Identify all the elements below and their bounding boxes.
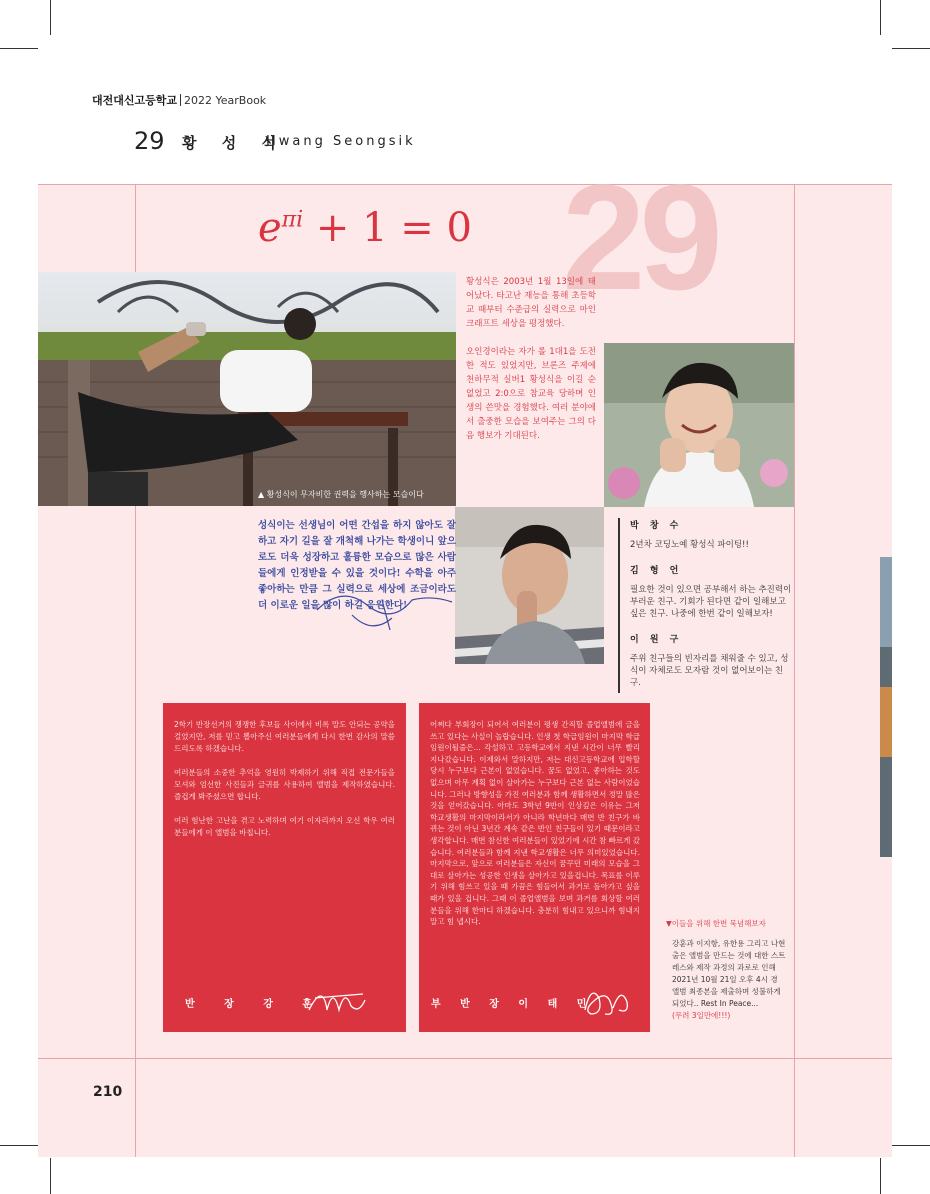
friend-message: 필요한 것이 있으면 공부해서 하는 추진력이 부러운 친구. 기회가 된다면 같이 일해보고 싶은 친구. 나중에 한번 같이 일해보자! [630,585,792,619]
crop-mark [50,1158,51,1194]
guide-line-bottom [38,1058,892,1059]
next-page-photo-illustration [880,557,892,857]
crop-mark [0,48,38,49]
memorial-footnote: (무려 3일만에!!!) [672,1011,731,1020]
friends-messages [618,518,793,701]
smiling-portrait-illustration [604,343,794,507]
teacher-message: 성식이는 선생님이 어떤 간섭을 하지 않아도 잘 하고 자기 길을 잘 개척해 나가는 학생이니 앞으로도 더욱 성장하고 훌륭한 모습으로 많은 사람들에게 인정받을 수 있을 것이다! 수학을 아주 좋아하는 만큼 그 실력으로 세상에 조금이라도 더 이로운 일을 많이 하길 응원한다! [258,520,456,611]
big-student-number: 29 [562,153,717,321]
class-president-message-box [163,703,406,1032]
crop-mark [50,0,51,35]
class-president-signature-label: 반 장 강 훈 [185,999,326,1010]
intro-paragraph: 황성식은 2003년 1월 13일에 태어났다. 타고난 재능을 통해 초등학교 때부터 수준급의 실력으로 마인크래프트 세상을 평정했다. [466,277,596,329]
school-name: 대전대신고등학교 [92,94,178,107]
memorial-note [666,918,786,1022]
header-divider [180,94,181,106]
bench-photo-illustration [38,272,456,506]
message-paragraph: 2학기 반장선거의 쟁쟁한 후보들 사이에서 비록 말도 안되는 공약을 걸었지만, 저를 믿고 뽑아주신 여러분들에게 다시 한번 감사의 말씀 드리도록 하겠습니다. [174,720,395,753]
student-name-english: Hwang Seongsik [266,134,416,149]
vice-president-signature-label: 부 반 장 이 태 민 [431,999,595,1010]
crop-mark [0,1145,38,1146]
memorial-title: ▼이들을 위해 한번 묵념해보자 [666,919,766,928]
photo-caption: ▲ 황성식이 무자비한 권력을 행사하는 모습이다 [258,490,424,499]
crop-mark [880,1158,881,1194]
friend-message: 주위 친구들의 빈자리를 채워줄 수 있고, 성식이 자체로도 모자람 것이 없어보이는 친구. [630,654,789,688]
euler-formula [258,205,472,251]
teacher-signature [312,580,462,640]
friend-name: 김 형 언 [630,566,683,576]
message-paragraph: 여러분들의 소중한 추억을 영원히 박제하기 위해 직접 전문가들을 모셔와 엄선한 사진들과 글귀를 사용하여 앨범을 제작하였습니다. 즐겁게 봐주셨으면 합니다. [174,768,395,801]
student-number: 29 [134,127,165,155]
formula-exponent: πi [281,207,304,233]
thinking-portrait-illustration [455,507,604,664]
vice-president-message [430,719,640,940]
intro-paragraph: 오인경이라는 자가 롤 1대1을 도전한 적도 있었지만, 브론즈 주제에 천하무적 실버1 황성식을 이길 순 없었고 2:0으로 참교육 당하며 인생의 쓴맛을 경험했다. 여러 분야에서 출중한 모습을 보여주는 그의 다음 행보가 기대된다. [466,347,596,441]
crop-mark [892,1145,930,1146]
next-page-photo-edge [880,557,892,857]
friends-divider [618,518,620,693]
message-paragraph: 여러 험난한 고난을 겪고 노력하며 여기 이자리까지 오신 학우 여러분들에게 이 앨범을 바칩니다. [174,816,395,837]
memorial-body: 강훈과 이지항, 유한용 그리고 나현출은 앨범을 만드는 것에 대한 스트레스와 제작 과정의 과로로 인해 2021년 10월 21일 오후 4시 경 앨범 최종본을 제출하며 성불하게 되었다.. Rest In Peace... [672,939,786,1008]
thinking-portrait-photo [455,507,604,664]
formula-rest: + 1 = 0 [303,205,472,251]
vice-president-message-box [419,703,650,1032]
student-name-korean: 황 성 식 [182,134,286,152]
page-number: 210 [93,1084,123,1100]
formula-base: e [258,205,282,251]
friend-name: 박 창 수 [630,521,683,531]
friend-name: 이 원 구 [630,635,683,645]
bench-photo [38,272,456,506]
vice-president-signature [577,980,633,1020]
message-paragraph: 어쩌다 부회장이 되어서 여러분이 평생 간직할 졸업앨범에 글을 쓰고 있다는 사실이 놀랍습니다. 인생 첫 학급임원이 마지막 학급임원이될줄은... 각설하고 고등학교에서 지낸 시간이 너무 빨리 지나갔습니다. 이제와서 말하지만, 저는 대신고등학교에 입학할 당시 누구보다 근본이 없었습니다. 꿈도 없었고, 좋아하는 것도 없으며 아무 계획 없이 살아가는 누구보다 근본 없는 사람이었습니다. 그러나 방향성을 가진 여러분과 함께 생활하면서 정말 많은 것을 얻어갔습니다. 아마도 3학년 9반이 인상깊은 이유는 그저 학교생활의 마지막이라서가 아니라 학년마다 매번 반 친구가 바뀌는 것이 아닌 3년간 계속 같은 반인 친구들이 있기 때문이라고 생각합니다. 매번 참신한 여러분들이 있었기에 시간 참 빠르게 갔습니다. 여러분들과 함께 지낸 학교생활은 너무 의미있었습니다. 마지막으로, 앞으로 여러분들은 자신이 꿈꾸던 미래의 모습을 그대로 살아가는 성공한 인생을 살아가고 있을겁니다. 목표를 이루기 위해 힘쓰고 있을 때 가끔은 힘들어서 과거로 돌아가고 싶을 때가 있을 겁니다. 그때 이 졸업앨범을 보며 과거를 회상할 여러분들을 위해 한마디 하겠습니다. 충분히 힘내고 있으니까 힘내지 말고 힘 냅시다. [430,720,640,927]
yearbook-label: 2022 YearBook [184,94,267,107]
crop-mark [892,48,930,49]
intro-text [466,275,596,457]
class-president-message [174,719,395,851]
guide-line-top [38,184,892,185]
guide-line-right [794,184,795,1157]
smiling-portrait-photo [604,343,794,507]
friend-message: 2년차 코딩노예 황성식 파이팅!! [630,540,749,550]
class-president-signature [305,980,369,1018]
crop-mark [880,0,881,35]
school-header [92,92,266,108]
